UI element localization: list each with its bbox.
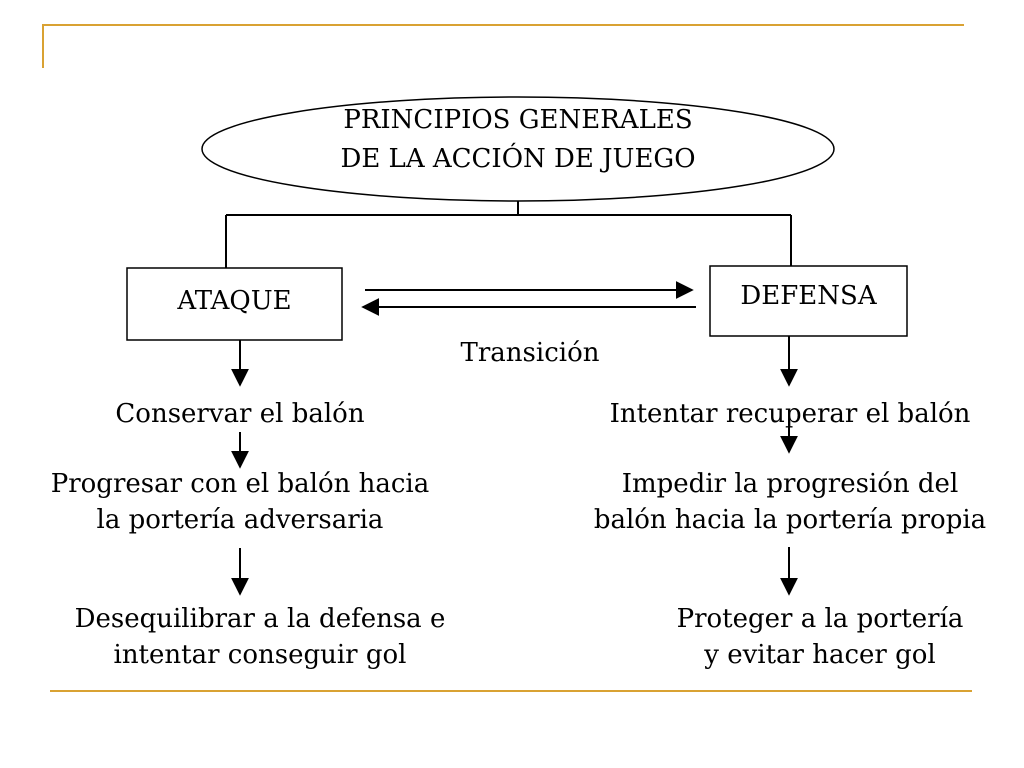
- root-title-line2: DE LA ACCIÓN DE JUEGO: [340, 144, 696, 174]
- ataque-step-3-line1: Desequilibrar a la defensa e: [74, 604, 446, 634]
- defensa-step-2-line2: balón hacia la portería propia: [593, 505, 987, 535]
- ataque-step-2-line2: la portería adversaria: [96, 505, 384, 535]
- ataque-step-1: Conservar el balón: [115, 399, 365, 429]
- transition-label: Transición: [460, 338, 600, 368]
- defensa-step-1: Intentar recuperar el balón: [609, 399, 971, 429]
- ataque-label: ATAQUE: [177, 286, 292, 316]
- defensa-step-3-line1: Proteger a la portería: [676, 604, 964, 634]
- defensa-label: DEFENSA: [740, 281, 877, 311]
- defensa-step-2-line1: Impedir la progresión del: [621, 469, 959, 499]
- root-title-line1: PRINCIPIOS GENERALES: [343, 105, 693, 135]
- ataque-step-2-line1: Progresar con el balón hacia: [50, 469, 430, 499]
- ataque-step-3-line2: intentar conseguir gol: [113, 640, 407, 670]
- defensa-step-3-line2: y evitar hacer gol: [704, 640, 936, 670]
- tree-connector: [226, 201, 791, 268]
